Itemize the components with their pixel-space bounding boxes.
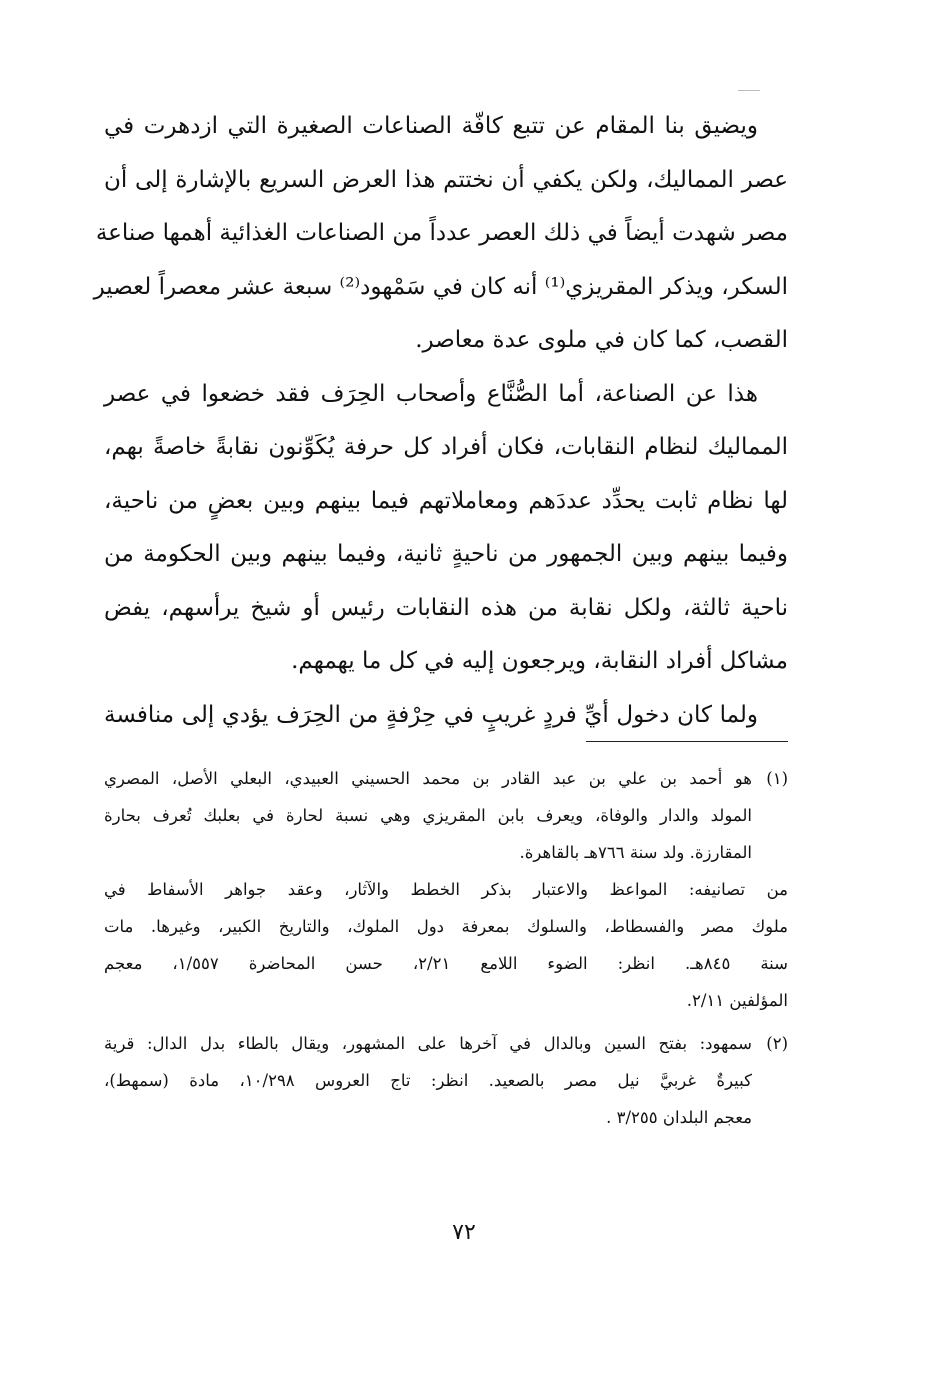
text-line: ناحية ثالثة، ولكل نقابة من هذه النقابات رئيس أو شيخ يرأسهم، يفض [104,594,788,621]
footnote-line: معجم البلدان ٣/٢٥٥ . [606,1108,752,1127]
footnote-line: المولد والدار والوفاة، ويعرف بابن المقريزي وهي نسبة لحارة في بعلبك تُعرف بحارة [104,806,752,825]
text-line: مشاكل أفراد النقابة، ويرجعون إليه في كل ما يهمهم. [291,648,788,674]
footnote-line: هو أحمد بن علي بن عبد القادر بن محمد الحسيني العبيدي، البعلي الأصل، المصري [104,769,752,788]
text-line: وفيما بينهم وبين الجمهور من ناحيةٍ ثانية، وفيما بينهم وبين الحكومة من [104,541,788,567]
main-text [93,100,788,742]
text-line: المماليك لنظام النقابات، فكان أفراد كل حرفة يُكَوِّنون نقابةً خاصةً بهم، [104,434,788,460]
footnote-line: من تصانيفه: المواعظ والاعتبار بذكر الخطط والآثار، وعقد جواهر الأسفاط في [104,880,788,899]
paragraph-3 [104,689,788,743]
footnote-line: ملوك مصر والفسطاط، والسلوك بمعرفة دول الملوك، والتاريخ الكبير، وغيرها. مات [104,917,788,936]
footnote-line: المقارزة. ولد سنة ٧٦٦هـ بالقاهرة. [519,843,752,862]
text-line: عصر المماليك، ولكن يكفي أن نختتم هذا العرض السريع بالإشارة إلى أن [104,166,788,193]
text-line: لها نظام ثابت يحدِّد عددَهم ومعاملاتهم فيما بينهم وبين بعضٍ من ناحية، [104,487,788,514]
footnotes [104,760,788,1142]
corner-mark [738,90,760,91]
text-line: هذا عن الصناعة، أما الصُّنَّاع وأصحاب الحِرَف فقد خضعوا في عصر [104,380,758,407]
footnote-number: (٢) [766,1034,788,1053]
page-number: ٧٢ [452,1220,476,1245]
footnote-line: كبيرةٌ غربيَّ نيل مصر بالصعيد. انظر: تاج العروس ١٠/٢٩٨، مادة (سمهط)، [104,1071,752,1090]
footnote-line: سمهود: بفتح السين وبالدال في آخرها على المشهور، ويقال بالطاء بدل الدال: قرية [104,1034,752,1053]
footnote-number: (١) [766,769,788,788]
text-line: مصر شهدت أيضاً في ذلك العصر عدداً من الصناعات الغذائية أهمها صناعة [95,220,788,246]
text-line: ولما كان دخول أيِّ فردٍ غريبٍ في حِرْفةٍ من الحِرَف يؤدي إلى منافسة [104,701,758,728]
footnote-1 [104,760,788,1019]
paragraph-2 [104,368,788,689]
text-line: القصب، كما كان في ملوى عدة معاصر. [415,327,788,353]
paragraph-1 [93,100,788,368]
text-line: السكر، ويذكر المقريزي⁽¹⁾ أنه كان في سَمْهود⁽²⁾ سبعة عشر معصراً لعصير [93,273,788,300]
footnote-line: سنة ٨٤٥هـ. انظر: الضوء اللامع ٢/٢١، حسن المحاضرة ١/٥٥٧، معجم [104,954,788,973]
footnote-line: المؤلفين ٢/١١. [686,991,788,1010]
footnote-separator [586,741,788,742]
footnote-2 [104,1025,788,1136]
text-line: ويضيق بنا المقام عن تتبع كافّة الصناعات الصغيرة التي ازدهرت في [104,113,758,139]
